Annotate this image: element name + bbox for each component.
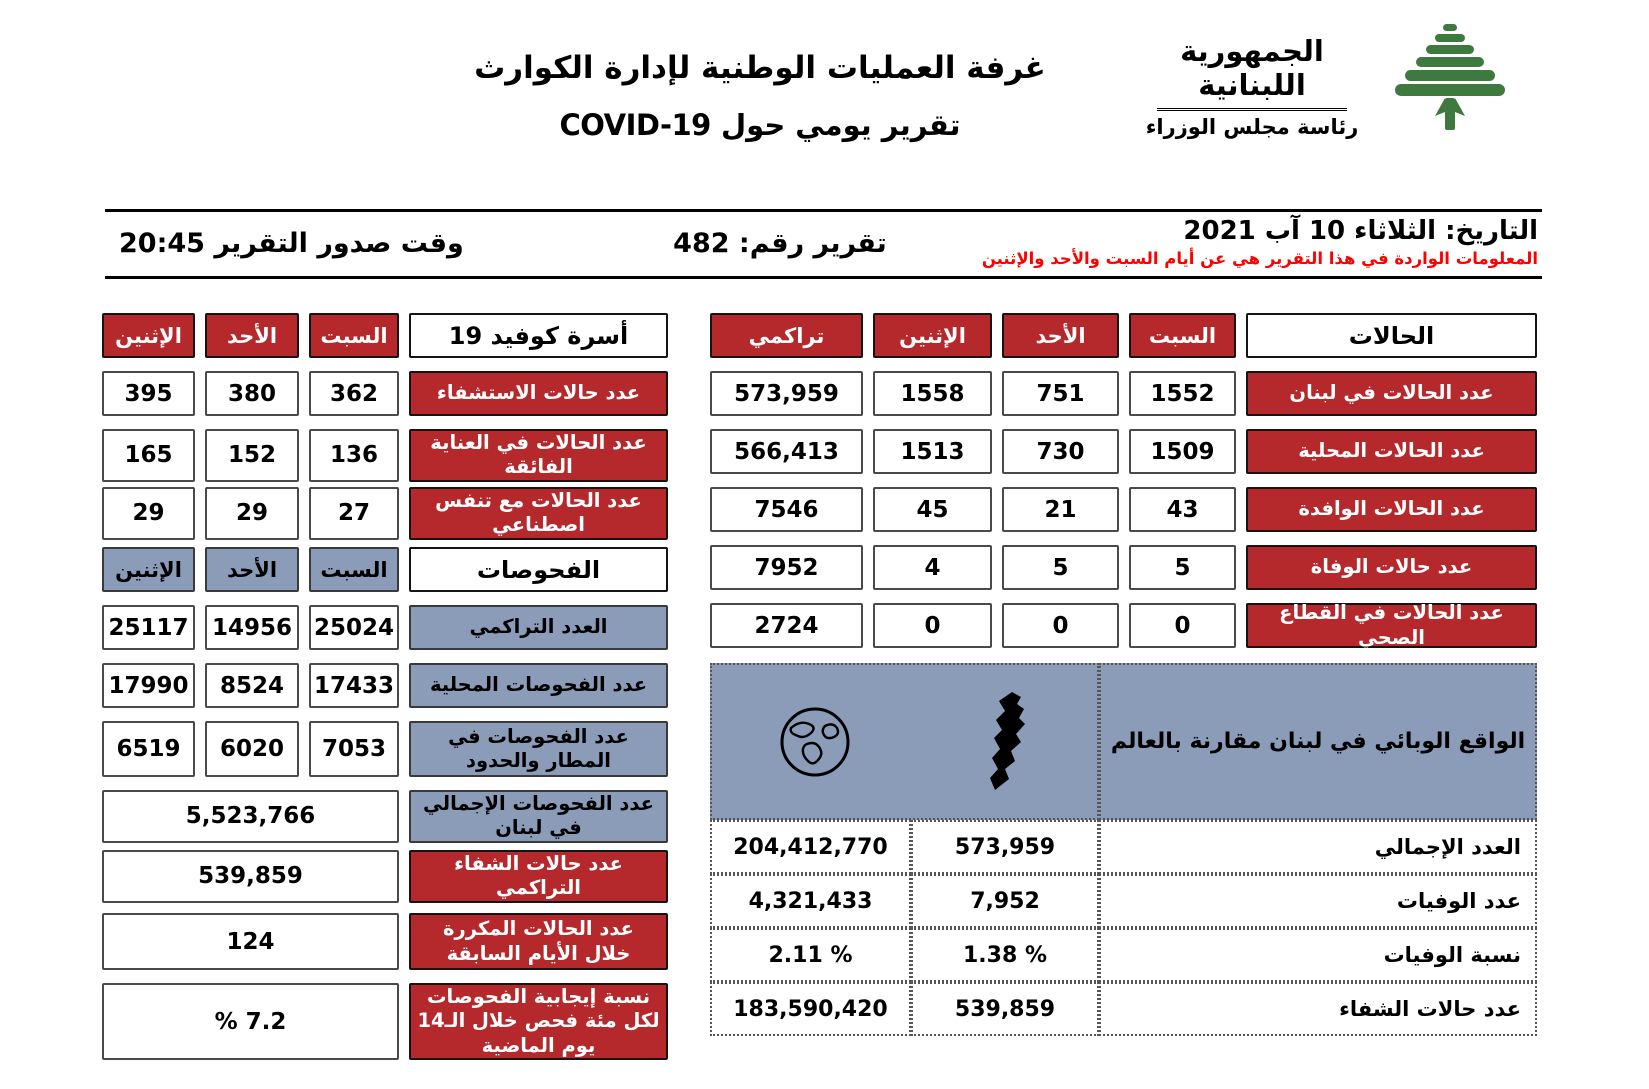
- cases-value: 1558: [873, 371, 992, 416]
- beds-value: 136: [309, 429, 399, 482]
- report-issue-time: وقت صدور التقرير 20:45: [119, 228, 464, 259]
- cases-value: 0: [873, 603, 992, 648]
- tests-value: 25024: [309, 605, 399, 650]
- beds-value: 29: [205, 487, 299, 540]
- beds-value: 27: [309, 487, 399, 540]
- beds-header-mon: الإثنين: [102, 313, 195, 358]
- cases-value: 2724: [710, 603, 863, 648]
- logo-calligraphy: [1127, 22, 1377, 139]
- cases-value: 5: [1002, 545, 1119, 590]
- cases-value: 7546: [710, 487, 863, 532]
- report-title-line2: تقرير يومي حول COVID-19: [559, 108, 961, 142]
- comparison-banner: [710, 663, 1537, 820]
- beds-row: [100, 487, 668, 537]
- cases-value: 0: [1002, 603, 1119, 648]
- tests-value: 17990: [102, 663, 195, 708]
- tests-summary-row: [100, 913, 668, 970]
- cases-value: 751: [1002, 371, 1119, 416]
- comparison-title: الواقع الوبائي في لبنان مقارنة بالعالم: [1099, 663, 1537, 820]
- logo-divider: [1157, 108, 1347, 111]
- cumulative-recovered-label: عدد حالات الشفاء التراكمي: [409, 850, 668, 903]
- cases-table: [710, 313, 1537, 648]
- tests-header-sat: السبت: [309, 547, 399, 592]
- cases-value: 1513: [873, 429, 992, 474]
- world-value: 4,321,433: [710, 874, 911, 928]
- cases-value: 45: [873, 487, 992, 532]
- report-date: التاريخ: الثلاثاء 10 آب 2021: [1183, 216, 1538, 246]
- logo-text-republic: الجمهورية اللبنانية: [1180, 34, 1324, 102]
- beds-value: 362: [309, 371, 399, 416]
- cases-row-label: عدد الحالات الوافدة: [1246, 487, 1537, 532]
- lebanon-cedar-icon: [1389, 22, 1511, 134]
- world-comparison-table: [710, 663, 1537, 1036]
- tests-header-sun: الأحد: [205, 547, 299, 592]
- lebanon-value: 1.38 %: [911, 928, 1099, 982]
- cases-row-label: عدد الحالات المحلية: [1246, 429, 1537, 474]
- duplicate-cases-label: عدد الحالات المكررة خلال الأيام السابقة: [409, 913, 668, 970]
- globe-icon: [777, 704, 853, 780]
- lebanon-value: 573,959: [911, 820, 1099, 874]
- lebanon-value: 7,952: [911, 874, 1099, 928]
- cases-value: 566,413: [710, 429, 863, 474]
- beds-row: [100, 371, 668, 416]
- meta-bar: [105, 209, 1542, 279]
- comparison-rows: [710, 820, 1537, 1036]
- report-title-line1: غرفة العمليات الوطنية لإدارة الكوارث: [474, 50, 1046, 86]
- tests-header-mon: الإثنين: [102, 547, 195, 592]
- comparison-icons: [710, 663, 1099, 820]
- cases-value: 0: [1129, 603, 1236, 648]
- total-tests-value: 5,523,766: [102, 790, 399, 843]
- tests-row: [100, 605, 668, 650]
- cases-value: 7952: [710, 545, 863, 590]
- cases-value: 1552: [1129, 371, 1236, 416]
- cases-row-label: عدد حالات الوفاة: [1246, 545, 1537, 590]
- beds-table-title: أسرة كوفيد 19: [409, 313, 668, 358]
- tests-row-label: عدد الفحوصات المحلية: [409, 663, 668, 708]
- comparison-row-label: عدد الوفيات: [1099, 874, 1537, 928]
- cases-header-cumulative: تراكمي: [710, 313, 863, 358]
- lebanon-map-icon: [982, 690, 1032, 794]
- report-number: تقرير رقم: 482: [673, 228, 887, 259]
- duplicate-cases-value: 124: [102, 913, 399, 970]
- logo-text-council: رئاسة مجلس الوزراء: [1145, 115, 1359, 139]
- world-value: 183,590,420: [710, 982, 911, 1036]
- cases-table-title: الحالات: [1246, 313, 1537, 358]
- total-tests-label: عدد الفحوصات الإجمالي في لبنان: [409, 790, 668, 843]
- comparison-row-label: نسبة الوفيات: [1099, 928, 1537, 982]
- tests-value: 6020: [205, 721, 299, 777]
- tests-value: 8524: [205, 663, 299, 708]
- comparison-row-label: عدد حالات الشفاء: [1099, 982, 1537, 1036]
- beds-header-row: [100, 313, 668, 358]
- cases-header-mon: الإثنين: [873, 313, 992, 358]
- cases-value: 5: [1129, 545, 1236, 590]
- comparison-row-label: العدد الإجمالي: [1099, 820, 1537, 874]
- beds-row-label: عدد الحالات مع تنفس اصطناعي: [409, 487, 668, 540]
- world-value: 2.11 %: [710, 928, 911, 982]
- tests-summary-row: [100, 790, 668, 840]
- positivity-rate-value: % 7.2: [102, 983, 399, 1060]
- tests-summary-row: [100, 850, 668, 900]
- cases-row-label: عدد الحالات في القطاع الصحي: [1246, 603, 1537, 648]
- beds-value: 165: [102, 429, 195, 482]
- report-title: [430, 50, 1090, 142]
- tests-summary-row: [100, 983, 668, 1057]
- government-logo: [1127, 22, 1511, 139]
- cases-value: 4: [873, 545, 992, 590]
- cases-value: 43: [1129, 487, 1236, 532]
- beds-row-label: عدد الحالات في العناية الفائقة: [409, 429, 668, 482]
- cases-row-label: عدد الحالات في لبنان: [1246, 371, 1537, 416]
- tests-row-label: العدد التراكمي: [409, 605, 668, 650]
- cases-header-sat: السبت: [1129, 313, 1236, 358]
- tests-header-row: [100, 547, 668, 592]
- beds-row-label: عدد حالات الاستشفاء: [409, 371, 668, 416]
- cases-value: 1509: [1129, 429, 1236, 474]
- tests-value: 7053: [309, 721, 399, 777]
- tests-row: [100, 663, 668, 708]
- meta-date-block: [982, 216, 1538, 268]
- beds-value: 29: [102, 487, 195, 540]
- tests-value: 25117: [102, 605, 195, 650]
- beds-header-sun: الأحد: [205, 313, 299, 358]
- cases-header-sun: الأحد: [1002, 313, 1119, 358]
- beds-and-tests-tables: [100, 313, 668, 1057]
- cases-value: 573,959: [710, 371, 863, 416]
- cumulative-recovered-value: 539,859: [102, 850, 399, 903]
- cases-value: 730: [1002, 429, 1119, 474]
- positivity-rate-label: نسبة إيجابية الفحوصات لكل مئة فحص خلال الـ14 يوم الماضية: [409, 983, 668, 1060]
- beds-row: [100, 429, 668, 479]
- beds-header-sat: السبت: [309, 313, 399, 358]
- tests-value: 14956: [205, 605, 299, 650]
- beds-value: 152: [205, 429, 299, 482]
- tests-value: 17433: [309, 663, 399, 708]
- beds-value: 380: [205, 371, 299, 416]
- tests-table-title: الفحوصات: [409, 547, 668, 592]
- tests-value: 6519: [102, 721, 195, 777]
- lebanon-value: 539,859: [911, 982, 1099, 1036]
- tests-row-label: عدد الفحوصات في المطار والحدود: [409, 721, 668, 777]
- world-value: 204,412,770: [710, 820, 911, 874]
- report-note: المعلومات الواردة في هذا التقرير هي عن أيام السبت والأحد والإثنين: [981, 249, 1538, 268]
- beds-value: 395: [102, 371, 195, 416]
- tests-row: [100, 721, 668, 777]
- cases-value: 21: [1002, 487, 1119, 532]
